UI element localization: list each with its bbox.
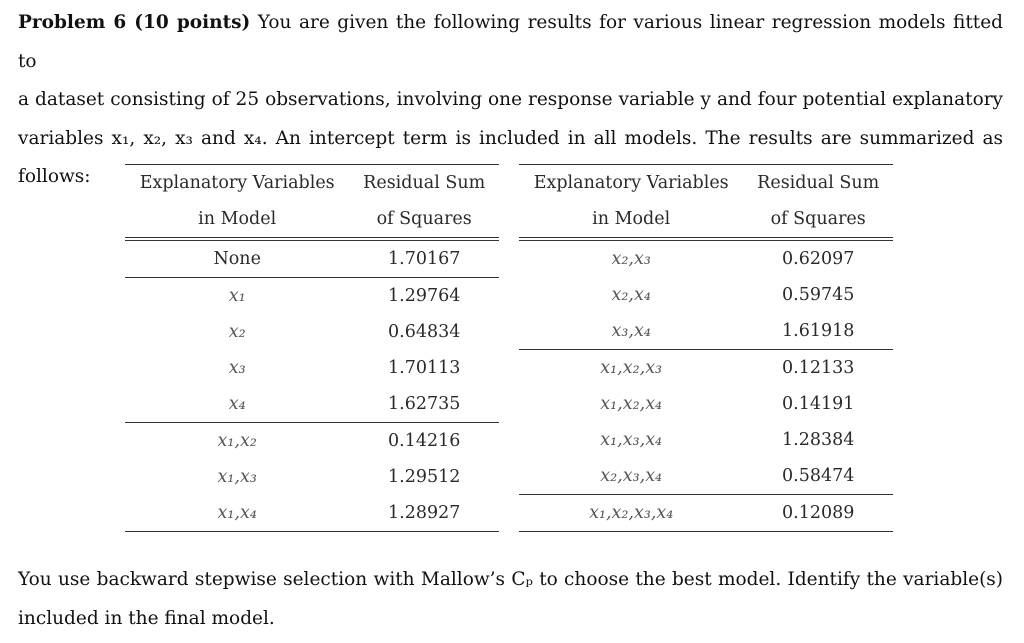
- model-vars: x₂: [228, 322, 246, 342]
- header-rss-sub: of Squares: [349, 201, 499, 239]
- model-vars: x₁,x₃,x₄: [600, 430, 663, 450]
- table-row: [125, 278, 499, 315]
- intro-line-1: Problem 6 (10 points) You are given the following results for various linear regression models fitted to: [18, 12, 1003, 72]
- results-table-right: [519, 164, 893, 532]
- intro-line-3: variables x₁, x₂, x₃ and x₄. An intercept term is included in all models. The results are summarized as: [18, 127, 1003, 149]
- model-vars: x₁,x₂,x₄: [600, 394, 663, 414]
- model-vars: x₂,x₃,x₄: [600, 466, 663, 486]
- table-row: [519, 422, 893, 458]
- rss-value: 1.29764: [349, 278, 499, 315]
- rss-value: 1.29512: [388, 467, 461, 487]
- table-row: [519, 495, 893, 532]
- table-row: [125, 459, 499, 495]
- header-vars-sub: in Model: [519, 201, 743, 239]
- table-row: [125, 386, 499, 423]
- rss-value: 0.14216: [349, 423, 499, 460]
- model-vars: x₃,x₄: [611, 321, 651, 341]
- model-vars: x₁,x₃: [217, 467, 257, 487]
- header-vars: Explanatory Variables: [519, 165, 743, 202]
- model-vars: x₃: [228, 358, 246, 378]
- header-rss-sub: of Squares: [743, 201, 893, 239]
- model-vars: x₁,x₂,x₃,x₄: [519, 495, 743, 532]
- header-vars: Explanatory Variables: [125, 165, 349, 202]
- model-vars: x₁,x₂: [125, 423, 349, 460]
- rss-value: 1.62735: [388, 394, 461, 414]
- question-line-2: included in the final model.: [18, 607, 275, 629]
- rss-value: 1.70113: [388, 358, 461, 378]
- rss-value: 0.59745: [782, 285, 855, 305]
- table-row: [519, 313, 893, 350]
- model-vars: None: [213, 249, 261, 269]
- model-vars: x₁,x₄: [125, 495, 349, 532]
- question-text: [18, 561, 1003, 638]
- rss-value: 1.61918: [782, 321, 855, 341]
- rss-value: 0.12133: [743, 350, 893, 387]
- table-row: [125, 495, 499, 532]
- results-table-left: [125, 164, 499, 532]
- rss-value: 0.62097: [782, 249, 855, 269]
- table-row: [519, 458, 893, 495]
- model-vars: x₁: [125, 278, 349, 315]
- intro-line-4: follows:: [18, 166, 91, 187]
- table-row: [125, 350, 499, 386]
- question-line-1: You use backward stepwise selection with Mallow’s Cₚ to choose the best model. Identify the variable(s): [18, 569, 1003, 590]
- header-vars-sub: in Model: [125, 201, 349, 239]
- table-row: [519, 277, 893, 313]
- rss-value: 1.70167: [388, 249, 461, 269]
- table-row: [519, 239, 893, 277]
- header-rss: Residual Sum: [349, 165, 499, 202]
- rss-value: 0.12089: [743, 495, 893, 532]
- rss-value: 1.28384: [782, 430, 855, 450]
- model-vars: x₂,x₄: [611, 285, 651, 305]
- model-vars: x₂,x₃: [611, 249, 651, 269]
- model-vars: x₁,x₂,x₃: [519, 350, 743, 387]
- table-row: [519, 350, 893, 387]
- rss-value: 0.64834: [388, 322, 461, 342]
- model-vars: x₄: [228, 394, 246, 414]
- problem-heading: Problem 6 (10 points): [18, 12, 251, 33]
- table-row: [125, 423, 499, 460]
- table-row: [125, 314, 499, 350]
- intro-line-2: a dataset consisting of 25 observations, involving one response variable y and four potential explanatory: [18, 89, 1003, 110]
- table-row: [519, 386, 893, 422]
- rss-value: 0.14191: [782, 394, 855, 414]
- rss-value: 0.58474: [782, 466, 855, 486]
- header-rss: Residual Sum: [743, 165, 893, 202]
- rss-value: 1.28927: [349, 495, 499, 532]
- table-row: [125, 239, 499, 278]
